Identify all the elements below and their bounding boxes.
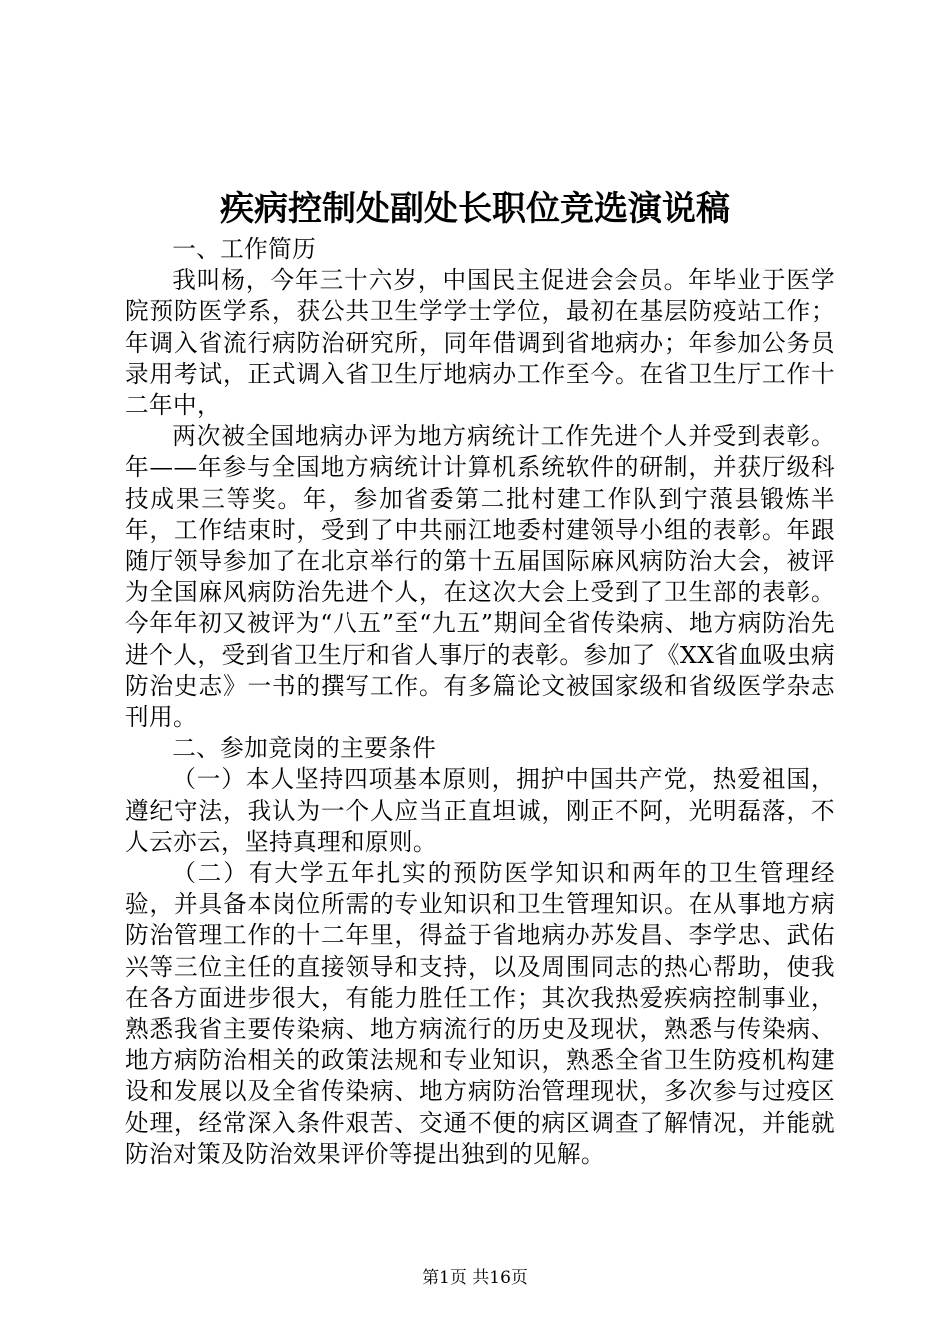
paragraph-introduction: 我叫杨，今年三十六岁，中国民主促进会会员。年毕业于医学院预防医学系，获公共卫生学学士学位，最初在基层防疫站工作；年调入省流行病防治研究所，同年借调到省地病办；年参加公务员录用考试，正式调入省卫生厅地病办工作至今。在省卫生厅工作十二年中，	[125, 266, 835, 420]
document-body	[125, 234, 835, 1170]
paragraph-achievements: 两次被全国地病办评为地方病统计工作先进个人并受到表彰。年——年参与全国地方病统计计算机系统软件的研制，并获厅级科技成果三等奖。年，参加省委第二批村建工作队到宁蒗县锻炼半年，工作结束时，受到了中共丽江地委村建领导小组的表彰。年跟随厅领导参加了在北京举行的第十五届国际麻风病防治大会，被评为全国麻风病防治先进个人，在这次大会上受到了卫生部的表彰。今年年初又被评为“八五”至“九五”期间全省传染病、地方病防治先进个人，受到省卫生厅和省人事厅的表彰。参加了《XX省血吸虫病防治史志》一书的撰写工作。有多篇论文被国家级和省级医学杂志刊用。	[125, 422, 835, 732]
page-number-footer: 第1页 共16页	[422, 1268, 528, 1288]
paragraph-qualification-1: （一）本人坚持四项基本原则，拥护中国共产党，热爱祖国，遵纪守法，我认为一个人应当正直坦诚，刚正不阿，光明磊落，不人云亦云，坚持真理和原则。	[125, 765, 835, 856]
paragraph-qualification-2: （二）有大学五年扎实的预防医学知识和两年的卫生管理经验，并具备本岗位所需的专业知识和卫生管理知识。在从事地方病防治管理工作的十二年里，得益于省地病办苏发昌、李学忠、武佑兴等三位主任的直接领导和支持，以及周围同志的热心帮助，使我在各方面进步很大，有能力胜任工作；其次我热爱疾病控制事业，熟悉我省主要传染病、地方病流行的历史及现状，熟悉与传染病、地方病防治相关的政策法规和专业知识，熟悉全省卫生防疫机构建设和发展以及全省传染病、地方病防治管理现状，多次参与过疫区处理，经常深入条件艰苦、交通不便的病区调查了解情况，并能就防治对策及防治效果评价等提出独到的见解。	[125, 859, 835, 1168]
document-title: 疾病控制处副处长职位竞选演说稿	[220, 189, 730, 229]
section-heading-work-history: 一、工作简历	[172, 235, 317, 263]
section-heading-qualifications: 二、参加竞岗的主要条件	[172, 734, 437, 763]
